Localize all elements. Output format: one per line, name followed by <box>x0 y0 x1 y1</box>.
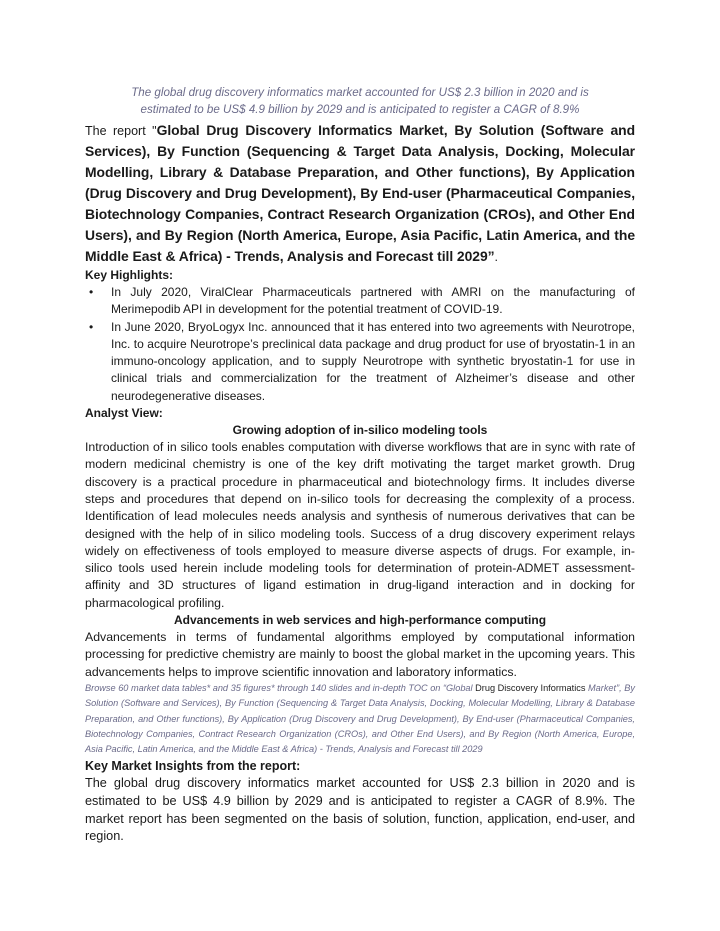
section-heading-insilico: Growing adoption of in-silico modeling tools <box>232 423 488 438</box>
subtitle-line-2: estimated to be US$ 4.9 billion by 2029 and is anticipated to register a CAGR of 8.9% <box>140 103 580 116</box>
report-title: Global Drug Discovery Informatics Market, By Solution (Software and Services), By Function (Sequencing & Target Data Analysis, Docking, Molecular Modelling, Library & Database Preparation, and Other functions), By Application (Drug Discovery and Drug Development), By End-user (Pharmaceutical Companies, Biotechnology Companies, Contract Research Organization (CROs), and Other End Users), and By Region (North America, Europe, Asia Pacific, Latin America, and the Middle East & Africa) - Trends, Analysis and Forecast till 2029” <box>85 122 636 264</box>
report-title-paragraph <box>85 120 635 267</box>
section-text-insilico: Introduction of in silico tools enables computation with diverse workflows that are in sync with rate of modern medicinal chemistry is one of the key drift motivating the target market growth. Drug discovery is a practical procedure in pharmaceutical and biotechnology firms. It includes diverse steps and procedures that depend on in-silico tools for decreasing the complexity of a process. Identification of lead molecules needs analysis and synthesis of numerous derivatives that can be designed with the help of in silico modeling tools. Success of a drug discovery experiment relays widely on effectiveness of tools employed to measure diverse aspects of drugs. For example, in-silico tools used herein include modeling tools for determination of protein-ADMET assessment-affinity and 3D structures of ligand estimation in drug-ligand interaction and in docking for pharmacological profiling. <box>85 440 635 610</box>
browse-text-start: Browse 60 market data tables* and 35 figures* through 140 slides and in-depth TOC on “Global <box>85 682 476 693</box>
report-link[interactable]: Drug Discovery Informatics <box>475 682 586 693</box>
key-highlights-list <box>85 284 635 405</box>
highlight-text: In July 2020, ViralClear Pharmaceuticals partnered with AMRI on the manufacturing of Merimepodib API in development for the potential treatment of COVID-19. <box>111 285 635 317</box>
browse-report-note <box>85 681 635 757</box>
analyst-view-heading: Analyst View: <box>85 406 163 421</box>
bullet-icon: • <box>89 285 94 299</box>
list-item <box>85 284 635 319</box>
report-suffix: . <box>494 250 499 264</box>
key-market-insights-heading: Key Market Insights from the report: <box>85 759 301 774</box>
summary-subtitle <box>85 84 635 118</box>
key-market-insights-text: The global drug discovery informatics market accounted for US$ 2.3 billion in 2020 and is estimated to be US$ 4.9 billion by 2029 and is anticipated to register a CAGR of 8.9%. The market report has been segmented on the basis of solution, function, application, end-user, and region. <box>85 776 635 844</box>
subtitle-line-1: The global drug discovery informatics market accounted for US$ 2.3 billion in 2020 and is <box>131 86 589 99</box>
list-item <box>85 319 635 405</box>
document-page <box>85 84 635 846</box>
browse-text-end: Market”, By Solution (Software and Services), By Function (Sequencing & Target Data Analysis, Docking, Molecular Modelling, Library & Database Preparation, and Other functions), By Application (Drug Discovery and Drug Development), By End-user (Pharmaceutical Companies, Biotechnology Companies, Contract Research Organization (CROs), and Other End Users), and By Region (North America, Europe, Asia Pacific, Latin America, and the Middle East & Africa) - Trends, Analysis and Forecast till 2029 <box>85 682 635 755</box>
bullet-icon: • <box>89 319 94 334</box>
section-text-web-services: Advancements in terms of fundamental algorithms employed by computational information processing for predictive chemistry are mainly to boost the global market in the upcoming years. This advancements helps to improve scientific innovation and laboratory informatics. <box>85 630 635 679</box>
highlight-text: In June 2020, BryoLogyx Inc. announced that it has entered into two agreements with Neurotrope, Inc. to acquire Neurotrope’s preclinical data package and drug product for use of bryostatin-1 in an immuno-oncology application, and to supply Neurotrope with synthetic bryostatin-1 for use in clinical trials and commercialization for the treatment of Alzheimer’s disease and other neurodegenerative diseases. <box>111 319 635 403</box>
key-highlights-heading: Key Highlights: <box>85 268 174 282</box>
section-heading-web-services: Advancements in web services and high-performance computing <box>173 613 547 628</box>
report-prefix: The report " <box>85 124 157 138</box>
